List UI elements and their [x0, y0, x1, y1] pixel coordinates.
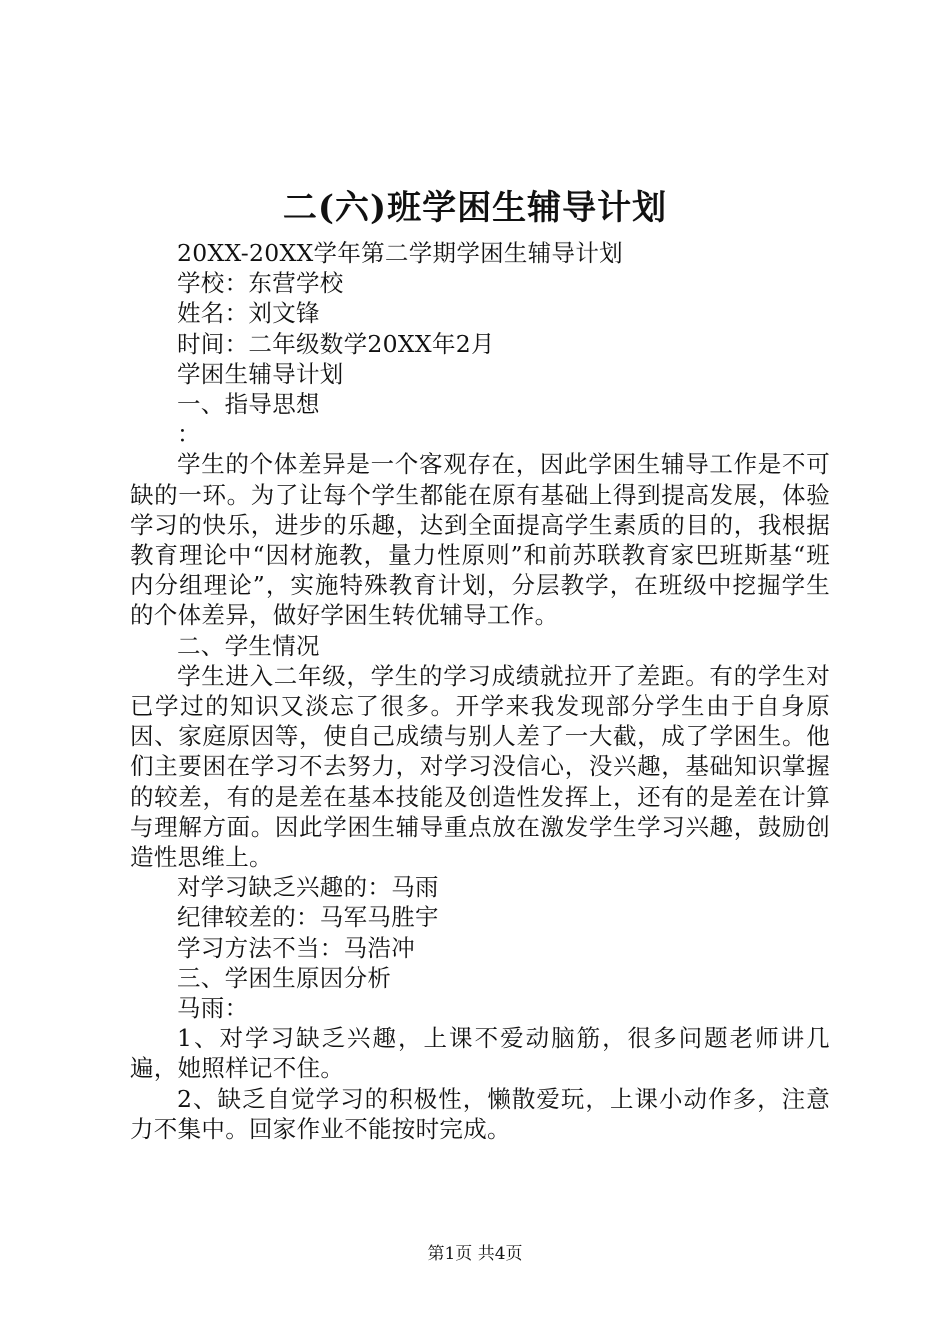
paragraph-colon: ：: [177, 420, 201, 449]
paragraph-term-plan: 20XX-20XX学年第二学期学困生辅导计划: [177, 239, 623, 267]
paragraph-cause-2: 2、缺乏自觉学习的积极性，懒散爱玩，上课小动作多，注意力不集中。回家作业不能按时完成。: [130, 1084, 830, 1143]
document-title: 二(六)班学困生辅导计划: [282, 188, 668, 228]
paragraph-cause-1: 1、对学习缺乏兴趣，上课不爱动脑筋，很多问题老师讲几遍，她照样记不住。: [130, 1024, 830, 1083]
section-heading-student-situation: 二、学生情况: [177, 631, 320, 660]
paragraph-name: 姓名：刘文锋: [177, 299, 320, 328]
page-footer: 第1页 共4页: [427, 1244, 523, 1264]
document-body: [130, 238, 830, 1144]
paragraph-improper-method: 学习方法不当：马浩冲: [177, 933, 415, 962]
paragraph-lack-interest: 对学习缺乏兴趣的：马雨: [177, 873, 439, 902]
paragraph-student-situation-body: 学生进入二年级，学生的学习成绩就拉开了差距。有的学生对已学过的知识又淡忘了很多。开学来我发现部分学生由于自身原因、家庭原因等，使自己成绩与别人差了一大截，成了学困生。他们主要困在学习不去努力，对学习没信心，没兴趣，基础知识掌握的较差，有的是差在基本技能及创造性发挥上，还有的是差在计算与理解方面。因此学困生辅导重点放在激发学生学习兴趣，鼓励创造性思维上。: [130, 661, 830, 872]
paragraph-guiding-idea-body: 学生的个体差异是一个客观存在，因此学困生辅导工作是不可缺的一环。为了让每个学生都能在原有基础上得到提高发展，体验学习的快乐，进步的乐趣，达到全面提高学生素质的目的，我根据教育理论中“因材施教，量力性原则”和前苏联教育家巴班斯基“班内分组理论”，实施特殊教育计划，分层教学，在班级中挖掘学生的个体差异，做好学困生转优辅导工作。: [130, 450, 830, 630]
section-heading-guiding-idea: 一、指导思想: [177, 390, 320, 419]
paragraph-school: 学校：东营学校: [177, 269, 344, 298]
section-heading-cause-analysis: 三、学困生原因分析: [177, 963, 392, 992]
paragraph-student-ma-yu: 马雨：: [177, 994, 249, 1023]
paragraph-time: 时间：二年级数学20XX年2月: [177, 329, 495, 358]
paragraph-plan-heading: 学困生辅导计划: [177, 359, 344, 388]
paragraph-poor-discipline: 纪律较差的：马军马胜宇: [177, 903, 439, 932]
